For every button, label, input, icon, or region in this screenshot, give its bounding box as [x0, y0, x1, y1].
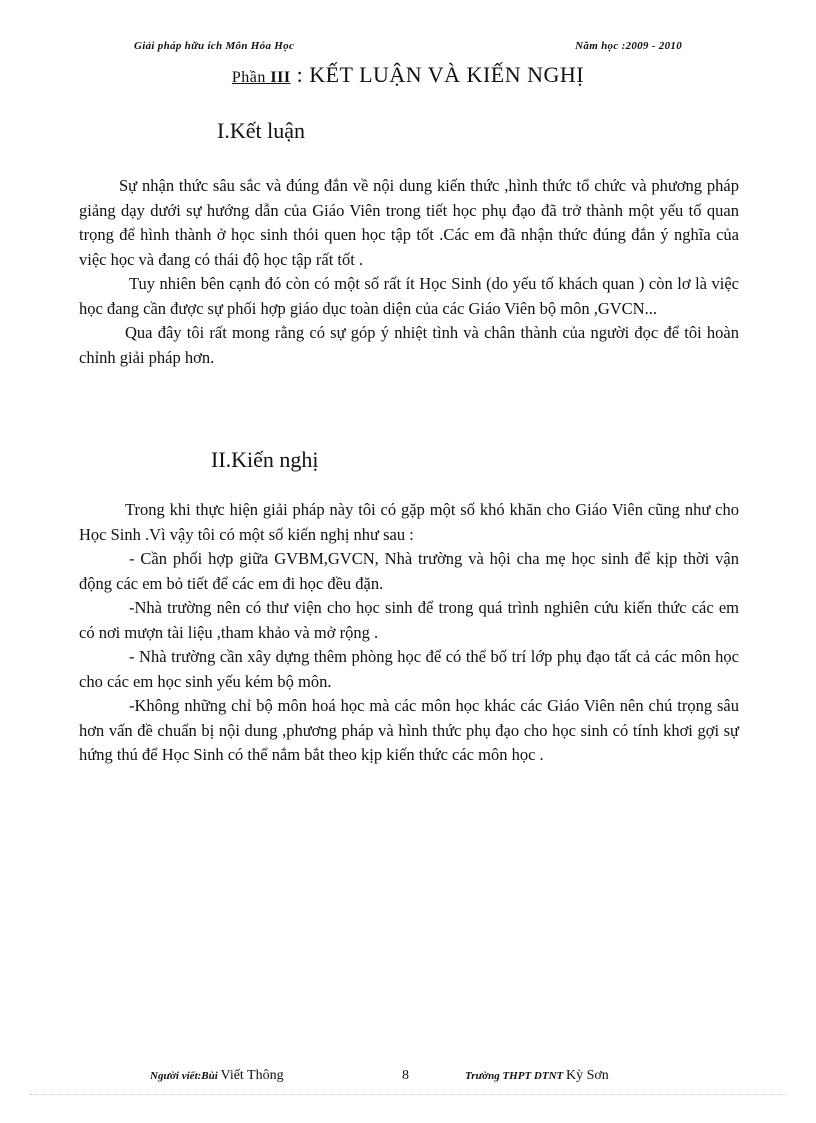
footer-school: [465, 1068, 609, 1084]
paragraph: Sự nhận thức sâu sắc và đúng đắn về nội dung kiến thức ,hình thức tổ chức và phương pháp giảng dạy dưới sự hướng dẫn của Giáo Viên trong tiết học phụ đạo đã trở thành một yếu tố quan trọng để hình thành ở học sinh thói quen học tập tốt .Các em đã nhận thức đúng đắn ý nghĩa của việc học và đang có thái độ học tập rất tốt .: [79, 176, 739, 269]
header-title: Giải pháp hữu ích Môn Hóa Học: [134, 40, 295, 52]
part-title: [0, 62, 816, 88]
footer-author: [150, 1068, 284, 1084]
page-footer: [150, 1068, 666, 1086]
part-heading-text: : KẾT LUẬN VÀ KIẾN NGHỊ: [290, 62, 585, 87]
list-item: -Nhà trường nên có thư viện cho học sinh để trong quá trình nghiên cứu kiến thức các em có nơi mượn tài liệu ,tham khảo và mở rộng .: [79, 598, 739, 642]
paragraph: Trong khi thực hiện giải pháp này tôi có gặp một số khó khăn cho Giáo Viên cũng như cho Học Sinh .Vì vậy tôi có một số kiến nghị như sau :: [79, 500, 739, 544]
header-school-year: Năm học :2009 - 2010: [575, 40, 682, 52]
section-heading-conclusion: I.Kết luận: [217, 118, 305, 143]
recommendation-body: [79, 498, 739, 768]
paragraph: Tuy nhiên bên cạnh đó còn có một số rất ít Học Sinh (do yếu tố khách quan ) còn lơ là việc học đang cần được sự phối hợp giáo dục toàn diện của các Giáo Viên bộ môn ,GVCN...: [79, 274, 739, 318]
part-label: [232, 69, 291, 86]
page-header: [134, 40, 682, 56]
part-word: Phần: [231, 69, 266, 86]
paragraph: Qua đây tôi rất mong rằng có sự góp ý nhiệt tình và chân thành của người đọc để tôi hoàn chỉnh giải pháp hơn.: [79, 323, 739, 367]
list-item: -Không những chỉ bộ môn hoá học mà các môn học khác các Giáo Viên nên chú trọng sâu hơn vấn đề chuẩn bị nội dung ,phương pháp và hình thức phụ đạo cho học sinh có tính khơi gợi sự hứng thú để Học Sinh có thể nắm bắt theo kịp kiến thức các môn học .: [79, 696, 739, 764]
page-divider: [30, 1094, 786, 1095]
page-number: 8: [402, 1068, 409, 1083]
author-name: Viết Thông: [220, 1068, 284, 1083]
author-label: Người viết:Bùi: [150, 1070, 221, 1082]
school-name: Kỳ Sơn: [566, 1068, 609, 1083]
section-heading-recommendation: II.Kiến nghị: [211, 447, 319, 472]
part-number: III: [270, 69, 291, 86]
list-item: - Nhà trường cần xây dựng thêm phòng học để có thể bố trí lớp phụ đạo tất cả các môn học cho các em học sinh yếu kém bộ môn.: [79, 647, 739, 691]
list-item: - Cần phối hợp giữa GVBM,GVCN, Nhà trường và hội cha mẹ học sinh để kịp thời vận động các em bỏ tiết để các em đi học đều đặn.: [79, 549, 739, 593]
conclusion-body: [79, 174, 739, 370]
school-label: Trường THPT DTNT: [465, 1070, 566, 1082]
